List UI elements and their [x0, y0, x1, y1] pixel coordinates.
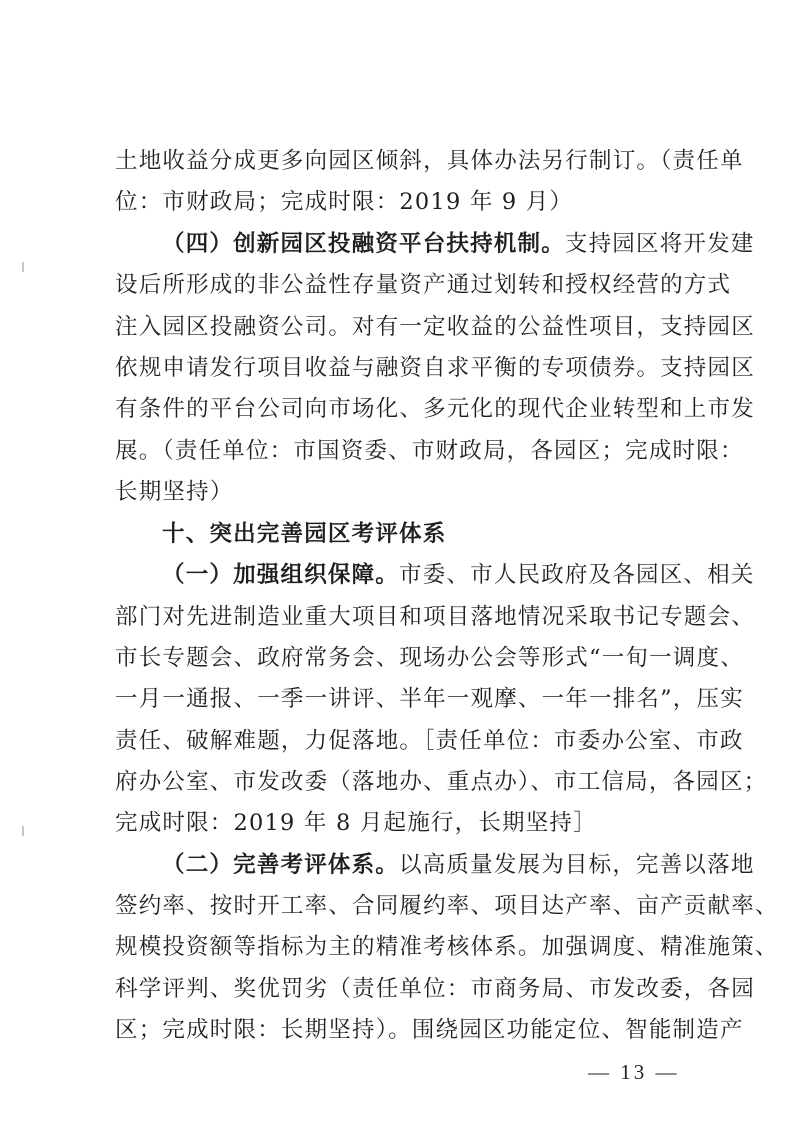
paragraph-line	[162, 229, 755, 259]
paragraph-line: 区；完成时限：长期坚持）。围绕园区功能定位、智能制造产	[115, 1017, 744, 1043]
paragraph-line: 有条件的平台公司向市场化、多元化的现代企业转型和上市发	[115, 396, 755, 422]
paragraph-line: 科学评判、奖优罚劣（责任单位：市商务局、市发改委，各园	[115, 976, 755, 1002]
binding-hole-mark	[22, 262, 24, 272]
paragraph-line: 规模投资额等指标为主的精准考核体系。加强调度、精准施策、	[115, 934, 779, 960]
page-number: — 13 —	[588, 1060, 680, 1084]
paragraph-line: 完成时限：2019 年 8 月起施行，长期坚持］	[115, 810, 597, 836]
paragraph-line: 部门对先进制造业重大项目和项目落地情况采取书记专题会、	[115, 604, 755, 630]
paragraph-line: 设后所形成的非公益性存量资产通过划转和授权经营的方式	[115, 272, 732, 298]
paragraph-line: 长期坚持）	[115, 479, 234, 505]
paragraph-line: 签约率、按时开工率、合同履约率、项目达产率、亩产贡献率、	[115, 893, 779, 919]
binding-hole-mark	[22, 826, 24, 836]
paragraph-line: 府办公室、市发改委（落地办、重点办）、市工信局，各园区；	[115, 769, 768, 795]
section-heading: 十、突出完善园区考评体系	[162, 521, 447, 547]
paragraph-line	[162, 560, 755, 590]
paragraph-line	[162, 850, 755, 880]
paragraph-line: 依规申请发行项目收益与融资自求平衡的专项债券。支持园区	[115, 355, 755, 381]
subheading-one: （一）加强组织保障。	[162, 562, 400, 588]
paragraph-line: 一月一通报、一季一讲评、半年一观摩、一年一排名”，压实	[115, 686, 744, 712]
paragraph-text: 支持园区将开发建	[564, 231, 755, 257]
paragraph-line: 市长专题会、政府常务会、现场办公会等形式“一旬一调度、	[115, 645, 744, 671]
subheading-four: （四）创新园区投融资平台扶持机制。	[162, 231, 565, 257]
paragraph-line: 土地收益分成更多向园区倾斜，具体办法另行制订。（责任单	[115, 148, 744, 174]
subheading-two: （二）完善考评体系。	[162, 852, 400, 878]
paragraph-line: 注入园区投融资公司。对有一定收益的公益性项目，支持园区	[115, 314, 755, 340]
paragraph-text: 市委、市人民政府及各园区、相关	[399, 562, 755, 588]
paragraph-line: 责任、破解难题，力促落地。［责任单位：市委办公室、市政	[115, 728, 744, 754]
paragraph-line: 位：市财政局；完成时限：2019 年 9 月）	[115, 189, 574, 215]
paragraph-text: 以高质量发展为目标，完善以落地	[399, 852, 755, 878]
paragraph-line: 展。（责任单位：市国资委、市财政局，各园区；完成时限：	[115, 438, 744, 464]
